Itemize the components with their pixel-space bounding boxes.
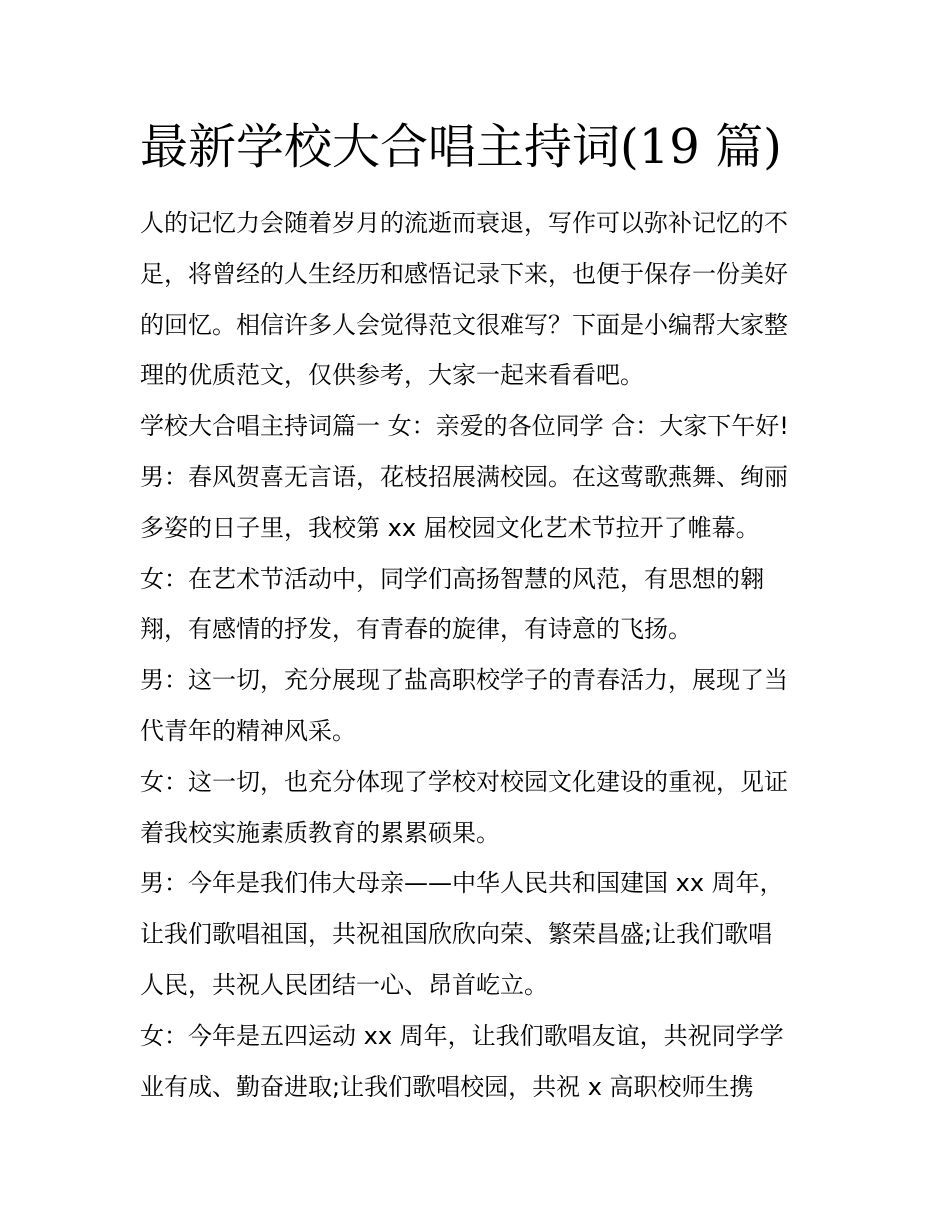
paragraph-line: 多姿的日子里，我校第 xx 届校园文化艺术节拉开了帷幕。 [140, 513, 760, 542]
paragraph-line: 男：这一切，充分展现了盐高职校学子的青春活力，展现了当 [140, 666, 788, 695]
paragraph-line: 女：在艺术节活动中，同学们高扬智慧的风范，有思想的翱 [140, 564, 764, 593]
paragraph-line: 女：今年是五四运动 xx 周年，让我们歌唱友谊，共祝同学学 [140, 1021, 784, 1050]
paragraph-line: 让我们歌唱祖国，共祝祖国欣欣向荣、繁荣昌盛;让我们歌唱 [140, 920, 773, 949]
paragraph-line: 男：春风贺喜无言语，花枝招展满校园。在这莺歌燕舞、绚丽 [140, 462, 788, 491]
paragraph-line: 学校大合唱主持词篇一 女：亲爱的各位同学 合：大家下午好! [140, 412, 789, 441]
paragraph-line: 女：这一切，也充分体现了学校对校园文化建设的重视，见证 [140, 767, 788, 796]
paragraph-line: 人的记忆力会随着岁月的流逝而衰退，写作可以弥补记忆的不 [140, 209, 788, 237]
paragraph-line: 着我校实施素质教育的累累硕果。 [140, 818, 500, 847]
paragraph-line: 理的优质范文，仅供参考，大家一起来看看吧。 [140, 361, 644, 390]
paragraph-line: 男：今年是我们伟大母亲——中华人民共和国建国 xx 周年， [140, 869, 784, 898]
paragraph-line: 代青年的精神风采。 [140, 716, 356, 745]
document-body [140, 198, 820, 1112]
paragraph-line: 翔，有感情的抒发，有青春的旋律，有诗意的飞扬。 [140, 615, 692, 644]
paragraph-line: 人民，共祝人民团结一心、昂首屹立。 [140, 970, 548, 999]
document-title: 最新学校大合唱主持词(19 篇) [140, 119, 782, 175]
paragraph-line: 足，将曾经的人生经历和感悟记录下来，也便于保存一份美好 [140, 259, 788, 288]
paragraph-line: 业有成、勤奋进取;让我们歌唱校园，共祝 x 高职校师生携 [140, 1072, 754, 1101]
paragraph-line: 的回忆。相信许多人会觉得范文很难写？下面是小编帮大家整 [140, 310, 788, 339]
